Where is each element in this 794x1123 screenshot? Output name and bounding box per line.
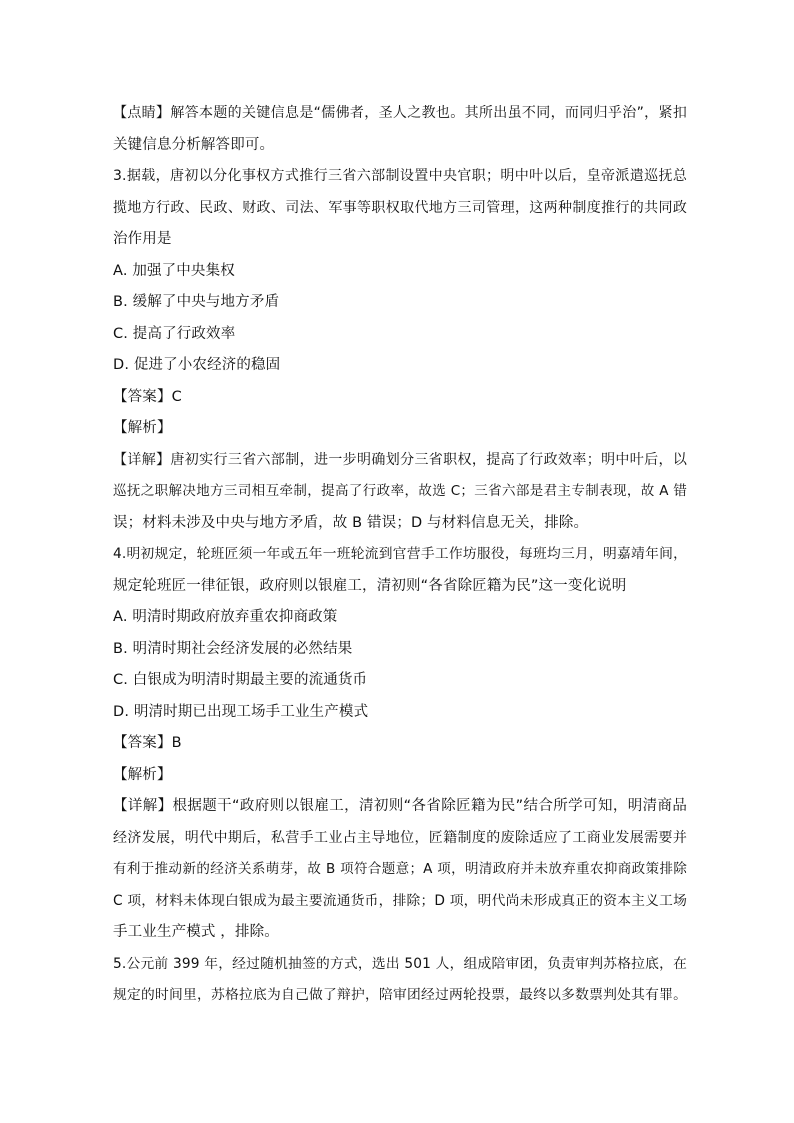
analysis-label: 【解析】: [113, 420, 172, 436]
option-d: D. 促进了小农经济的稳固: [113, 357, 281, 373]
option-a: A. 明清时期政府放弃重农抑商政策: [113, 609, 338, 625]
text-line: 巡抚之职解决地方三司相互牵制，提高了行政率，故选 C；三省六部是君主专制表现，故 A 错: [113, 483, 687, 499]
option-c: C. 提高了行政效率: [113, 325, 236, 342]
text-line: 关键信息分析解答即可。: [113, 136, 275, 153]
analysis-label: 【解析】: [113, 766, 172, 783]
text-line: 治作用是: [113, 231, 172, 247]
detail-text: 【详解】根据题干“政府则以银雇工，清初则“各省除匠籍为民”结合所学可知，明清商品: [113, 798, 687, 814]
question-4-stem: 4.明初规定，轮班匠须一年或五年一班轮流到官营手工作坊服役，每班均三月，明嘉靖年间，: [113, 546, 687, 562]
option-a: A. 加强了中央集权: [113, 262, 235, 279]
text-line: 误；材料未涉及中央与地方矛盾，故 B 错误；D 与材料信息无关，排除。: [113, 514, 589, 531]
option-b: B. 明清时期社会经济发展的必然结果: [113, 640, 353, 657]
text-line: 规定的时间里，苏格拉底为自己做了辩护，陪审团经过两轮投票，最终以多数票判处其有罪。: [113, 987, 687, 1003]
option-b: B. 缓解了中央与地方矛盾: [113, 294, 280, 310]
question-5-stem: 5.公元前 399 年，经过随机抽签的方式，选出 501 人，组成陪审团，负责审判苏格拉底，在: [113, 955, 687, 972]
text-line: 手工业生产模式 ，排除。: [113, 924, 279, 940]
text-line: 【点睛】解答本题的关键信息是“儒佛者，圣人之教也。其所出虽不同，而同归乎治”，紧扣: [113, 105, 687, 121]
text-line: 规定轮班匠一律征银，政府则以银雇工，清初则“各省除匠籍为民”这一变化说明: [113, 577, 627, 594]
text-line: C 项，材料未体现白银成为最主要流通货币，排除；D 项，明代尚未形成真正的资本主义工场: [113, 892, 687, 909]
option-c: C. 白银成为明清时期最主要的流通货币: [113, 672, 368, 688]
detail-text: 【详解】唐初实行三省六部制，进一步明确划分三省职权，提高了行政效率；明中叶后，以: [113, 451, 687, 468]
answer-label: 【答案】C: [113, 388, 182, 405]
text-line: 有利于推动新的经济关系萌芽，故 B 项符合题意；A 项，明清政府并未放弃重农抑商政策排除: [113, 861, 687, 877]
text-line: 经济发展，明代中期后，私营手工业占主导地位，匠籍制度的废除适应了工商业发展需要并: [113, 829, 687, 846]
option-d: D. 明清时期已出现工场手工业生产模式: [113, 703, 369, 720]
document-page: [113, 98, 687, 1012]
text-line: 揽地方行政、民政、财政、司法、军事等职权取代地方三司管理，这两种制度推行的共同政: [113, 199, 687, 216]
question-3-stem: 3.据载，唐初以分化事权方式推行三省六部制设置中央官职；明中叶以后，皇帝派遣巡抚总: [113, 168, 687, 184]
answer-label: 【答案】B: [113, 735, 182, 751]
